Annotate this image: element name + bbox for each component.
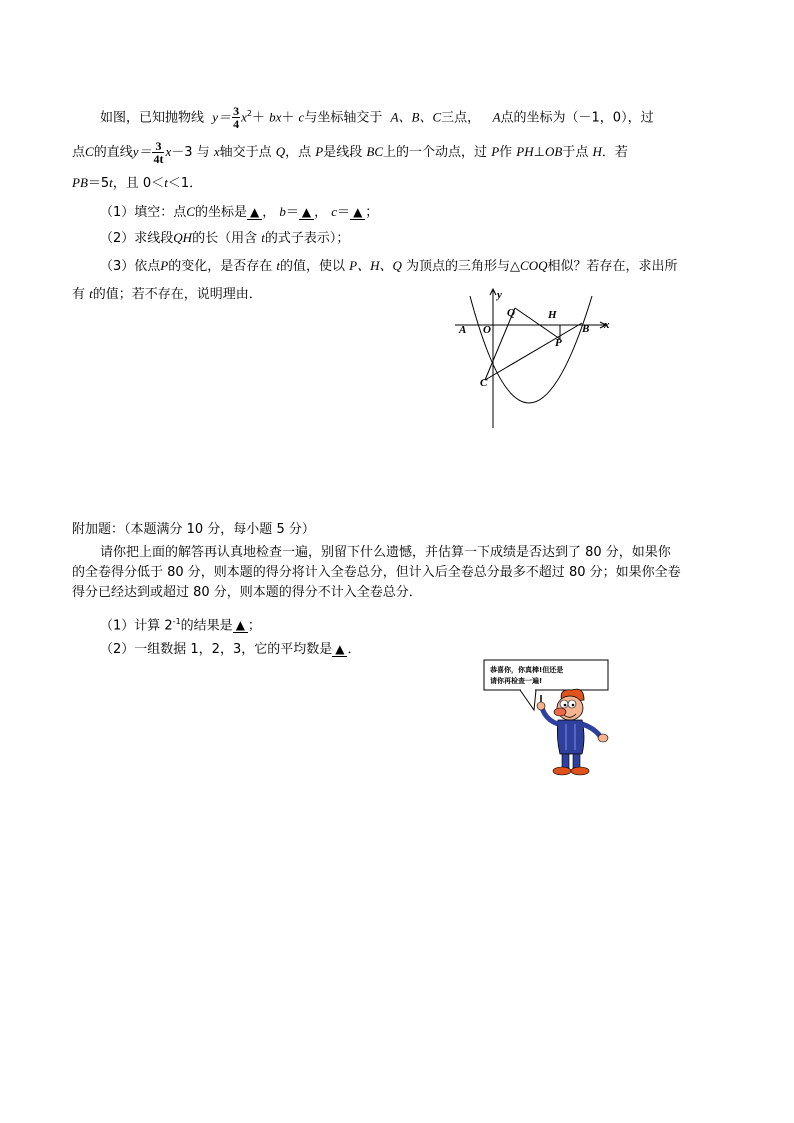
question-1: （1）填空：点C的坐标是 ▲ ， b＝ ▲ ， c＝ ▲ ； bbox=[100, 204, 379, 220]
label-Q: Q bbox=[507, 307, 515, 319]
line-CB bbox=[485, 323, 582, 380]
bubble-text-1: 恭喜你，你真棒!但还是 bbox=[490, 666, 564, 674]
parabola-curve bbox=[470, 296, 592, 403]
answer-blank-b: ▲ bbox=[299, 205, 314, 220]
problem-line-2: 点C的直线y＝ $\frac{3}{4t}$ x－3 与 x轴交于点 Q，点 P是线段 BC上的一个动点，过 P作 PH⊥OB于点 H．若 bbox=[72, 139, 628, 166]
right-eye bbox=[568, 700, 576, 708]
label-B: B bbox=[582, 323, 590, 335]
left-hand bbox=[537, 702, 545, 710]
label-y: y bbox=[497, 289, 502, 301]
answer-blank-e1: ▲ bbox=[233, 618, 248, 633]
bubble-text-2: 请你再检查一遍! bbox=[490, 677, 543, 685]
extra-para-1: 请你把上面的解答再认真地检查一遍，别留下什么遗憾，并估算一下成绩是否达到了 80 分，如果你 bbox=[100, 545, 671, 560]
fraction-3-4: $\frac{3}{4}$ bbox=[233, 104, 240, 132]
right-shoe bbox=[571, 767, 589, 775]
label-P: P bbox=[555, 337, 562, 349]
left-leg bbox=[562, 754, 569, 768]
answer-blank-c: ▲ bbox=[350, 205, 365, 220]
cartoon-figure bbox=[480, 658, 615, 783]
right-leg bbox=[573, 754, 580, 768]
answer-blank-c-coord: ▲ bbox=[247, 205, 262, 220]
right-hand bbox=[598, 734, 608, 742]
problem-line-1: 如图，已知抛物线 y＝ $\frac{3}{4}$ $x^2+ bx+ c$与坐标轴交于 A、B、C三点， A点的坐标为（－1，0），过 bbox=[100, 104, 654, 132]
label-H: H bbox=[548, 309, 557, 321]
fraction-3-4t: $\frac{3}{4t}$ bbox=[153, 139, 164, 166]
extra-para-3: 得分已经达到或超过 80 分，则本题的得分不计入全卷总分． bbox=[72, 585, 422, 600]
answer-blank-e2: ▲ bbox=[332, 642, 347, 657]
extra-question-1: （1）计算 $2^{-1}$的结果是 ▲ ； bbox=[100, 617, 261, 634]
label-C: C bbox=[480, 377, 488, 389]
speech-bubble bbox=[484, 660, 608, 690]
question-3-cont: 有 t的值；若不存在，说明理由． bbox=[72, 286, 262, 302]
extra-title: 附加题：（本题满分 10 分，每小题 5 分） bbox=[72, 522, 315, 537]
body bbox=[557, 720, 584, 754]
label-O: O bbox=[483, 324, 491, 336]
parabola-figure bbox=[452, 286, 617, 431]
label-x: x bbox=[604, 319, 610, 331]
extra-para-2: 的全卷得分低于 80 分，则本题的得分将计入全卷总分，但计入后全卷总分最多不超过 80 分；如果你全卷 bbox=[72, 565, 681, 580]
right-arm bbox=[582, 724, 600, 736]
extra-question-2: （2）一组数据 1，2，3，它的平均数是 ▲ ． bbox=[100, 642, 361, 657]
left-shoe bbox=[553, 767, 571, 775]
label-A: A bbox=[459, 324, 467, 336]
question-2: （2）求线段QH的长（用含 t的式子表示）； bbox=[100, 230, 350, 246]
left-eye bbox=[560, 700, 568, 708]
problem-line-3: PB＝5t，且 0＜t＜1． bbox=[72, 175, 203, 191]
question-3: （3）依点P的变化，是否存在 t的值，使以 P、H、Q 为顶点的三角形与△COQ相似？若存在，求出所 bbox=[100, 258, 678, 274]
speech-bubble-tail bbox=[520, 690, 536, 710]
